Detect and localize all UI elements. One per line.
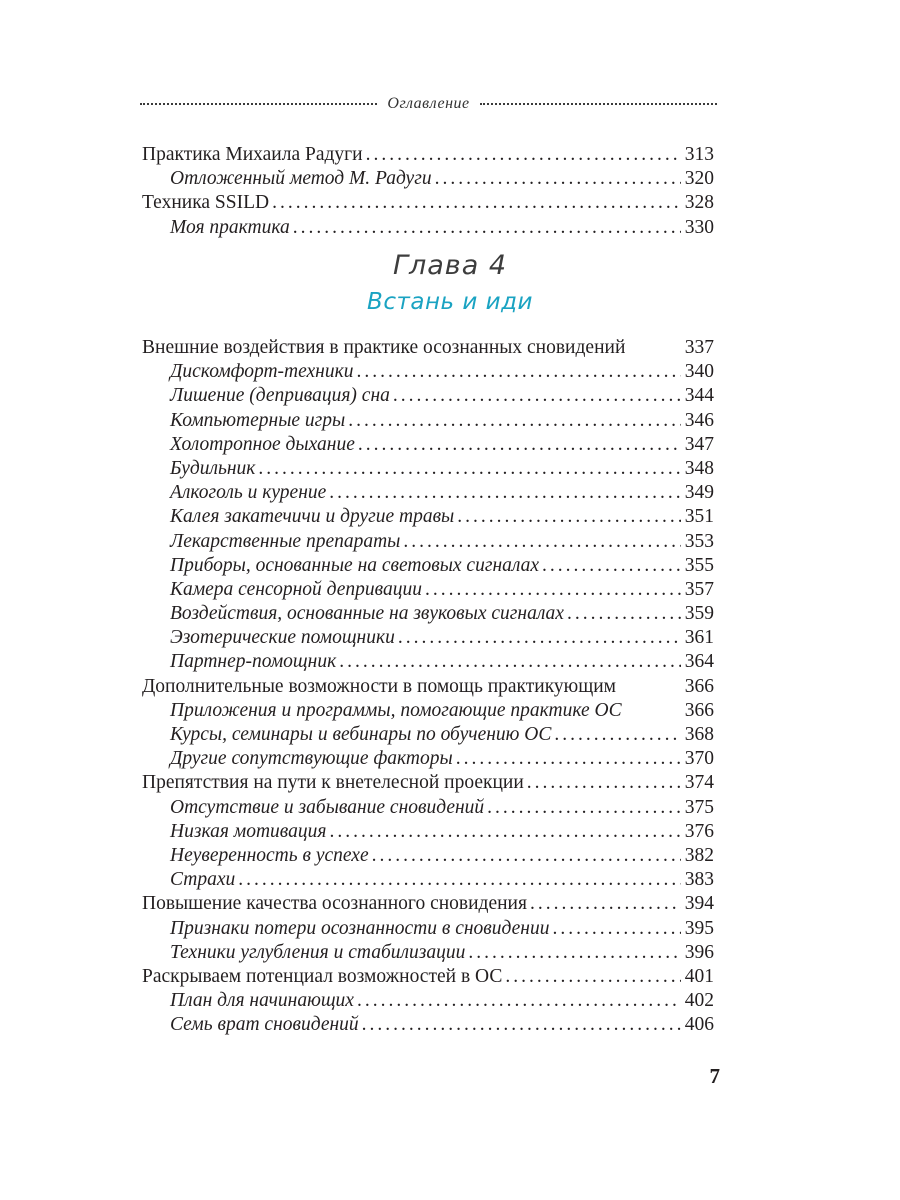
dot-leader — [425, 578, 681, 602]
toc-entry-title: Калея закатечичи и другие травы — [170, 506, 455, 528]
toc-entry-page: 382 — [684, 844, 714, 866]
toc-entry-title: Техники углубления и стабилизации — [170, 941, 466, 963]
toc-subentry — [142, 216, 714, 240]
toc-entry-title: Лишение (депривация) сна — [170, 385, 390, 407]
dot-leader — [552, 917, 680, 941]
toc-entry-page: 401 — [684, 965, 714, 987]
toc-subentry — [142, 530, 714, 554]
toc-entry — [142, 336, 714, 360]
toc-entry-page: 366 — [684, 675, 714, 697]
toc-entry-page: 383 — [684, 869, 714, 891]
toc-entry — [142, 965, 714, 989]
toc-entry-page: 330 — [684, 216, 714, 238]
toc-subentry — [142, 433, 714, 457]
toc-entry-page: 347 — [684, 433, 714, 455]
dot-leader — [398, 626, 681, 650]
dot-leader — [554, 723, 680, 747]
dot-leader — [527, 771, 681, 795]
toc-subentry — [142, 167, 714, 191]
toc-subentry — [142, 481, 714, 505]
toc-subentry — [142, 457, 714, 481]
toc-entry-title: Дополнительные возможности в помощь практикующим — [142, 675, 617, 697]
toc-subentry — [142, 409, 714, 433]
toc-subentry — [142, 820, 714, 844]
toc-entry-page: 402 — [684, 990, 714, 1012]
toc-entry-page: 370 — [684, 748, 714, 770]
toc-subentry — [142, 554, 714, 578]
toc-entry-page: 355 — [684, 554, 714, 576]
toc-entry — [142, 143, 714, 167]
toc-entry-title: Признаки потери осознанности в сновидении — [170, 917, 550, 939]
toc-entry-title: Приложения и программы, помогающие практике ОС — [170, 699, 622, 721]
toc-entry-title: Алкоголь и курение — [170, 482, 327, 504]
toc-entry-title: Будильник — [170, 457, 256, 479]
toc-subentry — [142, 505, 714, 529]
toc-entry-page: 346 — [684, 409, 714, 431]
toc-entry-page: 374 — [684, 772, 714, 794]
toc-entry-title: Отсутствие и забывание сновидений — [170, 796, 485, 818]
toc-entry-page: 366 — [684, 699, 714, 721]
toc-entry-page: 375 — [684, 796, 714, 818]
toc-entry-title: Холотропное дыхание — [170, 433, 355, 455]
running-header-title: Оглавление — [387, 95, 470, 112]
toc-entry-title: Низкая мотивация — [170, 820, 327, 842]
toc-entry-title: Повышение качества осознанного сновидения — [142, 893, 527, 915]
toc-entry-title: Партнер-помощник — [170, 651, 337, 673]
toc-subentry — [142, 1013, 714, 1037]
toc-entry-title: Страхи — [170, 869, 236, 891]
dot-leader — [258, 457, 680, 481]
toc-entry-title: Эзотерические помощники — [170, 627, 395, 649]
dot-leader — [362, 1013, 681, 1037]
toc-entry-page: 406 — [684, 1014, 714, 1036]
toc-entry-title: Дискомфорт-техники — [170, 361, 354, 383]
toc-subentry — [142, 384, 714, 408]
toc-entry-page: 357 — [684, 578, 714, 600]
toc-entry-title: План для начинающих — [170, 990, 354, 1012]
toc-subentry — [142, 796, 714, 820]
toc-entry — [142, 675, 714, 699]
dot-leader — [339, 650, 681, 674]
toc-entry-title: Раскрываем потенциал возможностей в ОС — [142, 965, 503, 987]
dot-leader — [357, 989, 681, 1013]
toc-entry-title: Камера сенсорной депривации — [170, 578, 422, 600]
dot-leader — [329, 481, 680, 505]
header-rule-right — [480, 103, 717, 105]
chapter-label: Глава 4 — [392, 250, 508, 281]
toc-entry-page: 395 — [684, 917, 714, 939]
toc-entry-title: Компьютерные игры — [170, 409, 346, 431]
toc-entry-page: 313 — [684, 144, 714, 165]
dot-leader — [393, 384, 681, 408]
toc-entry-page: 351 — [684, 506, 714, 528]
toc-entry-title: Приборы, основанные на световых сигналах — [170, 554, 540, 576]
dot-leader — [358, 433, 681, 457]
toc-entry-page: 320 — [684, 168, 714, 190]
dot-leader — [238, 868, 680, 892]
toc-entry-page: 340 — [684, 361, 714, 383]
toc-entry-page: 361 — [684, 627, 714, 649]
dot-leader — [329, 820, 680, 844]
toc-entry-title: Воздействия, основанные на звуковых сигналах — [170, 603, 564, 625]
dot-leader — [567, 602, 681, 626]
toc-entry-title: Техника SSILD — [142, 192, 270, 214]
toc-subentry — [142, 360, 714, 384]
dot-leader — [456, 747, 681, 771]
toc-entry-page: 337 — [684, 337, 714, 358]
toc-entry-title: Лекарственные препараты — [170, 530, 401, 552]
dot-leader — [530, 892, 681, 916]
toc-entry — [142, 892, 714, 916]
dot-leader — [542, 554, 681, 578]
dot-leader — [348, 409, 681, 433]
toc-entry-title: Другие сопутствующие факторы — [170, 748, 453, 770]
dot-leader — [366, 143, 681, 167]
dot-leader — [293, 216, 681, 240]
toc-subentry — [142, 723, 714, 747]
dot-leader — [403, 530, 680, 554]
toc-entry-title: Внешние воздействия в практике осознанных сновидений — [142, 337, 626, 358]
dot-leader — [356, 360, 680, 384]
toc-subentry — [142, 650, 714, 674]
dot-leader — [505, 965, 680, 989]
dot-leader — [487, 796, 681, 820]
toc-subentry — [142, 626, 714, 650]
toc-entry-page: 348 — [684, 457, 714, 479]
toc-entry-page: 364 — [684, 651, 714, 673]
toc-entry-title: Препятствия на пути к внетелесной проекции — [142, 772, 524, 794]
dot-leader — [272, 191, 681, 215]
dot-leader — [435, 167, 681, 191]
toc-entry — [142, 191, 714, 215]
toc-entry-page: 394 — [684, 893, 714, 915]
toc-subentry — [142, 989, 714, 1013]
dot-leader — [457, 505, 680, 529]
toc-subentry — [142, 747, 714, 771]
toc-entry-page: 376 — [684, 820, 714, 842]
running-header — [140, 93, 717, 115]
toc-subentry — [142, 602, 714, 626]
toc-section-chapter-4 — [142, 336, 714, 1037]
chapter-title: Встань и иди — [367, 289, 533, 315]
toc-entry-page: 396 — [684, 941, 714, 963]
toc-entry — [142, 771, 714, 795]
toc-entry-title: Практика Михаила Радуги — [142, 144, 363, 165]
toc-entry-title: Моя практика — [170, 216, 290, 238]
toc-entry-page: 328 — [684, 192, 714, 214]
toc-subentry — [142, 868, 714, 892]
toc-subentry — [142, 699, 714, 723]
toc-entry-title: Неуверенность в успехе — [170, 844, 369, 866]
toc-subentry — [142, 578, 714, 602]
dot-leader — [468, 941, 680, 965]
toc-subentry — [142, 917, 714, 941]
toc-entry-title: Курсы, семинары и вебинары по обучению ОС — [170, 724, 552, 745]
toc-entry-page: 353 — [684, 530, 714, 552]
toc-entry-page: 344 — [684, 385, 714, 407]
header-rule-left — [140, 103, 377, 105]
toc-entry-title: Отложенный метод М. Радуги — [170, 168, 432, 190]
toc-entry-title: Семь врат сновидений — [170, 1014, 359, 1036]
toc-subentry — [142, 844, 714, 868]
toc-entry-page: 368 — [684, 724, 714, 745]
toc-section-top — [142, 143, 714, 240]
toc-entry-page: 359 — [684, 603, 714, 625]
dot-leader — [372, 844, 681, 868]
page-number: 7 — [709, 1064, 720, 1088]
toc-subentry — [142, 941, 714, 965]
toc-entry-page: 349 — [684, 482, 714, 504]
